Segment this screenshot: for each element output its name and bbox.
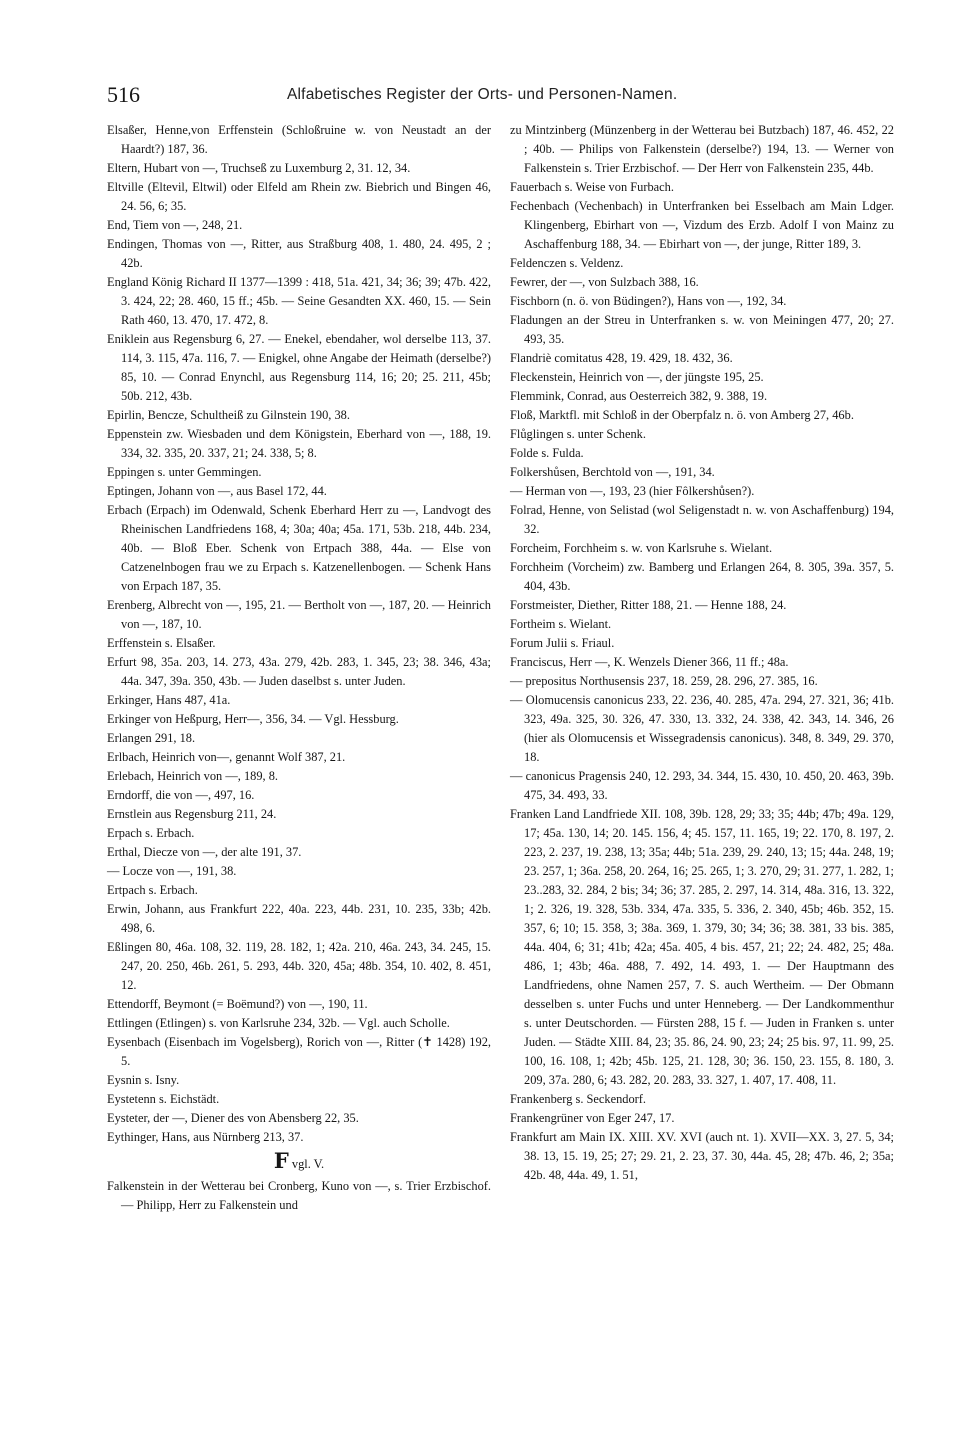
- left-entries: [107, 121, 491, 1147]
- index-entry: Elsaßer, Henne,von Erffenstein (Schloßruine w. von Neustadt an der Haardt?) 187, 36.: [107, 123, 491, 156]
- index-entry: — Locze von —, 191, 38.: [107, 864, 237, 878]
- index-entry: zu Mintzinberg (Münzenberg in der Wetterau bei Butzbach) 187, 46. 452, 22 ; 40b. — Philips von Falkenstein (derselbe?) 194, 13. — Werner von Falkenstein s. Trier Erzbischof. — Der Herr von Falkenstein 235, 44b.: [510, 123, 894, 175]
- index-entry: Erlangen 291, 18.: [107, 731, 196, 745]
- index-entry: Eßlingen 80, 46a. 108, 32. 119, 28. 182, 1; 42a. 210, 46a. 243, 34. 245, 15. 247, 20. 250, 46b. 261, 5. 293, 44b. 320, 45a; 48b. 354, 10. 402, 8. 451, 12.: [107, 940, 491, 992]
- right-entries: [510, 121, 894, 1185]
- index-entry: Erbach (Erpach) im Odenwald, Schenk Eberhard Herr zu —, Landvogt des Rheinischen Landfriedens 168, 4; 30a; 40a; 45a. 171, 53b. 218, 44b. 234, 40b. — Bloß Eber. Schenk von Ertpach 388, 44a. — Else von Catzenelnbogen frau we zu Erpach s. Katzenellenbogen. — Schenk Hans von Erpach 187, 35.: [107, 503, 491, 593]
- index-entry: — prepositus Northusensis 237, 18. 259, 28. 296, 27. 385, 16.: [510, 674, 818, 688]
- index-entry: Erkinger von Heßpurg, Herr—, 356, 34. — Vgl. Hessburg.: [107, 712, 399, 726]
- index-entry: Fewrer, der —, von Sulzbach 388, 16.: [510, 275, 699, 289]
- index-entry: Flůglingen s. unter Schenk.: [510, 427, 646, 441]
- index-entry: Erfurt 98, 35a. 203, 14. 273, 43a. 279, 42b. 283, 1. 345, 23; 38. 346, 43a; 44a. 347, 39a. 350, 43b. — Juden daselbst s. unter Juden.: [107, 655, 491, 688]
- index-entry: Fladungen an der Streu in Unterfranken s. w. von Meiningen 477, 20; 27. 493, 35.: [510, 313, 894, 346]
- index-entry: Forum Julii s. Friaul.: [510, 636, 615, 650]
- index-entry: Erwin, Johann, aus Frankfurt 222, 40a. 223, 44b. 231, 10. 235, 33b; 42b. 498, 6.: [107, 902, 491, 935]
- index-entry: Erlbach, Heinrich von—, genannt Wolf 387, 21.: [107, 750, 346, 764]
- index-entry: Eltville (Eltevil, Eltwil) oder Elfeld am Rhein zw. Biebrich und Bingen 46, 24. 56, 6; 35.: [107, 180, 491, 213]
- index-entry: Eythinger, Hans, aus Nürnberg 213, 37.: [107, 1130, 304, 1144]
- index-entry: Eppingen s. unter Gemmingen.: [107, 465, 262, 479]
- letter-section-heading: [107, 1148, 491, 1174]
- index-entry: Erkinger, Hans 487, 41a.: [107, 693, 231, 707]
- index-entry: Fleckenstein, Heinrich von —, der jüngste 195, 25.: [510, 370, 764, 384]
- index-entry: Ertpach s. Erbach.: [107, 883, 198, 897]
- page-number: 516: [107, 82, 140, 107]
- index-entry: End, Tiem von —, 248, 21.: [107, 218, 243, 232]
- index-entry: Eysenbach (Eisenbach im Vogelsberg), Rorich von —, Ritter (✝ 1428) 192, 5.: [107, 1035, 491, 1068]
- left-column: [107, 121, 491, 1215]
- index-entry: Eppenstein zw. Wiesbaden und dem Königstein, Eberhard von —, 188, 19. 334, 32. 335, 20. 337, 21; 24. 338, 5; 8.: [107, 427, 491, 460]
- right-column: [510, 121, 894, 1185]
- index-entry: Epirlin, Bencze, Schultheiß zu Gilnstein 190, 38.: [107, 408, 350, 422]
- index-entry: Fischborn (n. ö. von Büdingen?), Hans von —, 192, 34.: [510, 294, 787, 308]
- index-entry: Forcheim, Forchheim s. w. von Karlsruhe s. Wielant.: [510, 541, 773, 555]
- index-entry: — Herman von —, 193, 23 (hier Fôlkershůsen?).: [510, 484, 755, 498]
- index-entry: Fechenbach (Vechenbach) in Unterfranken bei Esselbach am Main Ldger. Klingenberg, Ebirhart von —, Vizdum des Erzb. Adolf I von Mainz zu Aschaffenburg 188, 34. — Ebirhart von —, der junge, Ritter 189, 3.: [510, 199, 894, 251]
- index-entry: Eystetenn s. Eichstädt.: [107, 1092, 220, 1106]
- index-entry: Flemmink, Conrad, aus Oesterreich 382, 9. 388, 19.: [510, 389, 768, 403]
- index-entry: Eysnin s. Isny.: [107, 1073, 180, 1087]
- index-entry: Erpach s. Erbach.: [107, 826, 195, 840]
- index-entry: Erlebach, Heinrich von —, 189, 8.: [107, 769, 279, 783]
- index-entry: Fortheim s. Wielant.: [510, 617, 612, 631]
- index-entry: Erthal, Diecze von —, der alte 191, 37.: [107, 845, 302, 859]
- index-entry: Eniklein aus Regensburg 6, 27. — Enekel, ebendaher, wol derselbe 113, 37. 114, 3. 115, 47a. 116, 7. — Enigkel, ohne Angabe der Heimath (derselbe?) 85, 10. — Conrad Enynchl, aus Regensburg 114, 16; 20; 25. 211, 45b; 50b. 212, 43b.: [107, 332, 491, 403]
- index-entry: Flandriè comitatus 428, 19. 429, 18. 432, 36.: [510, 351, 733, 365]
- index-entry: Eltern, Hubart von —, Truchseß zu Luxemburg 2, 31. 12, 34.: [107, 161, 411, 175]
- index-entry: Erenberg, Albrecht von —, 195, 21. — Bertholt von —, 187, 20. — Heinrich von —, 187, 10.: [107, 598, 491, 631]
- index-entry: Forstmeister, Diether, Ritter 188, 21. — Henne 188, 24.: [510, 598, 787, 612]
- running-head: Alfabetisches Register der Orts- und Personen-Namen.: [287, 86, 678, 103]
- index-entry: Folde s. Fulda.: [510, 446, 584, 460]
- index-entry: — canonicus Pragensis 240, 12. 293, 34. 344, 15. 430, 10. 450, 20. 463, 39b. 475, 34. 493, 33.: [510, 769, 894, 802]
- index-entry: Fauerbach s. Weise von Furbach.: [510, 180, 674, 194]
- index-entry: Falkenstein in der Wetterau bei Cronberg, Kuno von —, s. Trier Erzbischof. — Philipp, Herr zu Falkenstein und: [107, 1179, 491, 1212]
- index-entry: Feldenczen s. Veldenz.: [510, 256, 624, 270]
- left-entries-after: [107, 1177, 491, 1215]
- index-entry: Endingen, Thomas von —, Ritter, aus Straßburg 408, 1. 480, 24. 495, 2 ; 42b.: [107, 237, 491, 270]
- index-entry: Eptingen, Johann von —, aus Basel 172, 44.: [107, 484, 327, 498]
- index-entry: Folrad, Henne, von Selistad (wol Seligenstadt n. w. von Aschaffenburg) 194, 32.: [510, 503, 894, 536]
- index-entry: Forchheim (Vorcheim) zw. Bamberg und Erlangen 264, 8. 305, 39a. 357, 5. 404, 43b.: [510, 560, 894, 593]
- index-entry: Frankenberg s. Seckendorf.: [510, 1092, 647, 1106]
- index-entry: — Olomucensis canonicus 233, 22. 236, 40. 285, 47a. 294, 27. 321, 36; 41b. 323, 49a. 325, 30. 326, 47. 330, 13. 332, 24. 338, 42. 343, 14. 346, 26 (hier als Olomucensis et Wissegradensis canonicus). 348, 8. 349, 29. 370, 18.: [510, 693, 894, 764]
- index-entry: Franciscus, Herr —, K. Wenzels Diener 366, 11 ff.; 48a.: [510, 655, 789, 669]
- index-entry: Frankengrüner von Eger 247, 17.: [510, 1111, 675, 1125]
- index-entry: Erffenstein s. Elsaßer.: [107, 636, 216, 650]
- index-entry: Folkershůsen, Berchtold von —, 191, 34.: [510, 465, 715, 479]
- index-entry: Ernstlein aus Regensburg 211, 24.: [107, 807, 277, 821]
- index-entry: Ettlingen (Etlingen) s. von Karlsruhe 234, 32b. — Vgl. auch Scholle.: [107, 1016, 450, 1030]
- index-entry: Frankfurt am Main IX. XIII. XV. XVI (auch nt. 1). XVII—XX. 3, 27. 5, 34; 38. 13, 15. 19, 25; 27; 29. 21, 2. 23, 37. 30, 44a. 45, 28; 47b. 46, 2; 35a; 42b. 48, 44a. 49, 1. 51,: [510, 1130, 894, 1182]
- index-entry: Franken Land Landfriede XII. 108, 39b. 128, 29; 33; 35; 44b; 47b; 49a. 129, 17; 45a. 130, 14; 20. 145. 156, 4; 45. 157, 11. 165, 19; 22. 170, 8. 197, 2. 223, 2. 237, 19. 238, 13; 35a; 44b; 51a. 239, 29. 240, 13; 15; 44a. 248, 19; 23. 257, 1; 36a. 258, 20. 264, 16; 25. 265, 1; 3. 270, 29; 31. 277, 1. 282, 1; 23..283, 32. 284, 2 bis; 34; 36; 37. 285, 2. 297, 14. 314, 48a. 316, 13. 322, 1; 2. 326, 19. 328, 53b. 334, 47a. 335, 5. 336, 2. 340, 45b; 46b. 352, 15. 357, 6; 10; 15. 358, 3; 38a. 369, 1. 379, 30; 34; 36; 38. 381, 33 bis. 385, 44a. 404, 6; 31; 41b; 42a; 45a. 405, 4 bis. 457, 21; 22; 24. 482, 25; 48a. 486, 1; 43b; 46a. 488, 7. 492, 14. 493, 1. — Der Hauptmann des Landfriedens, ohne Namen 257, 7. S. auch Wertheim. — Der Obmann desselben s. unter Fuchs und unter Henneberg. — Der Landkommenthur s. unter Deutschorden. — Fürsten 288, 15 f. — Juden in Franken s. unter Juden. — Städte XIII. 84, 23; 35. 86, 24. 90, 23; 24; 25 bis. 97, 11. 99, 25. 100, 16. 108, 1; 42b; 45b. 125, 21. 128, 30; 36. 150, 23. 155, 8. 180, 3. 209, 37a. 280, 6; 43. 282, 20. 283, 33. 327, 1. 407, 17. 408, 11.: [510, 807, 894, 1087]
- index-entry: England König Richard II 1377—1399 : 418, 51a. 421, 34; 36; 39; 47b. 422, 3. 424, 22; 28. 460, 15 ff.; 45b. — Seine Gesandten XX. 460, 15. — Sein Rath 460, 13. 470, 17. 472, 8.: [107, 275, 491, 327]
- index-entry: Floß, Marktfl. mit Schloß in der Oberpfalz n. ö. von Amberg 27, 46b.: [510, 408, 854, 422]
- section-letter: F: [273, 1148, 289, 1173]
- index-entry: Ettendorff, Beymont (= Boëmund?) von —, 190, 11.: [107, 997, 368, 1011]
- section-cross-ref: vgl. V.: [291, 1157, 325, 1171]
- index-entry: Erndorff, die von —, 497, 16.: [107, 788, 255, 802]
- index-entry: Eysteter, der —, Diener des von Abensberg 22, 35.: [107, 1111, 359, 1125]
